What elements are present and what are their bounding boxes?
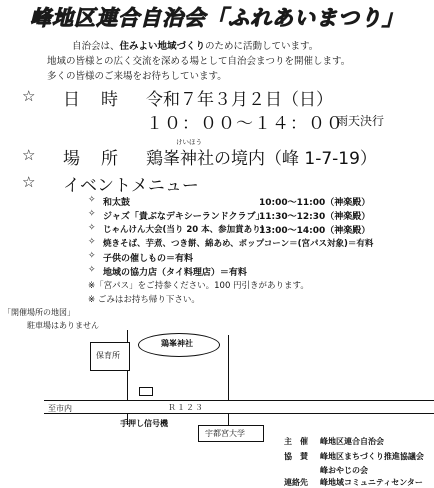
sparkle-icon: ✧ <box>88 223 96 233</box>
place-label: 場 所 <box>63 149 120 169</box>
note-garbage: ※ ごみはお持ち帰り下さい。 <box>88 295 200 305</box>
place-name: 鶏峯神社の境内（峰 1-7-19） <box>146 149 377 169</box>
event-item-name: 地域の協力店（タイ料理店）＝有料 <box>103 268 247 278</box>
rain-note: 雨天決行 <box>336 114 385 128</box>
sparkle-icon: ✧ <box>88 209 96 219</box>
event-item-name: 和太鼓 <box>103 198 131 208</box>
footer-label-organizer: 主 催 <box>284 437 308 446</box>
parking-note: 駐車場はありません <box>27 321 99 330</box>
page-title: 峰地区連合自治会「ふれあいまつり」 <box>30 5 404 30</box>
intro-line-1 <box>72 39 318 54</box>
road-label: Ｒ１２３ <box>168 403 204 412</box>
star-icon: ☆ <box>22 173 36 191</box>
univ-label: 宇都宮大学 <box>205 429 245 438</box>
event-item-name: ジャズ「貴ぶなデキシーランドクラブ」 <box>103 212 265 222</box>
event-item-time: 11:30～12:30（神楽殿） <box>259 212 371 222</box>
intro-line-2: 地域の皆様との広く交流を深める場として自治会まつりを開催します。 <box>47 56 351 67</box>
map-road-right-vertical <box>228 335 229 400</box>
sparkle-icon: ✧ <box>88 265 96 275</box>
map-road-r123-bottom <box>44 413 434 414</box>
intro-line-3: 多くの皆様のご来場をお待ちしています。 <box>47 71 227 82</box>
intro-emphasis: 住みよい地域づくり <box>119 41 206 52</box>
sparkle-icon: ✧ <box>88 195 96 205</box>
map-road-r123-top <box>44 400 434 401</box>
map-heading: 「開催場所の地図」 <box>3 308 75 317</box>
footer-label-contact: 連絡先 <box>284 478 308 487</box>
footer-value-sponsor-2: 峰おやじの会 <box>320 466 368 475</box>
event-item-time: 13:00～14:00（神楽殿） <box>259 226 371 236</box>
datetime-label: 日 時 <box>63 90 120 110</box>
place-ruby: けいほう <box>176 138 202 146</box>
star-icon: ☆ <box>22 87 36 105</box>
signal-box <box>139 387 153 396</box>
events-heading: イベントメニュー <box>63 176 199 196</box>
footer-value-organizer: 峰地区連合自治会 <box>320 437 384 446</box>
shrine-label: 鶏峯神社 <box>161 339 193 348</box>
intro-text: のために活動しています。 <box>205 41 319 52</box>
event-time: １０：００～１４：００ <box>146 114 344 134</box>
sparkle-icon: ✧ <box>88 237 96 247</box>
footer-value-sponsor: 峰地区まちづくり推進協議会 <box>320 452 424 461</box>
to-city-label: 至市内 <box>48 404 72 413</box>
footer-label-sponsor: 協 賛 <box>284 452 308 461</box>
intro-text: 自治会は、 <box>72 41 120 52</box>
event-date: 令和７年３月２日（日） <box>146 90 333 110</box>
hoikusho-label: 保育所 <box>96 351 120 360</box>
footer-value-contact: 峰地域コミュニティセンター <box>320 478 423 487</box>
map-road-right-lower <box>228 413 229 425</box>
event-item-name: 焼きそば、芋煮、つき餅、綿あめ、ポップコーン＝(宮パス対象)＝有料 <box>103 239 374 249</box>
star-icon: ☆ <box>22 146 36 164</box>
event-item-name: じゃんけん大会(当り 20 本、参加賞あり) <box>103 225 265 235</box>
signal-label: 手押し信号機 <box>120 419 168 428</box>
note-pass: ※「宮パス」をご持参ください。100 円引きがあります。 <box>88 281 309 291</box>
event-item-name: 子供の催しもの＝有料 <box>103 254 194 264</box>
event-item-time: 10:00～11:00（神楽殿） <box>259 198 371 208</box>
sparkle-icon: ✧ <box>88 251 96 261</box>
